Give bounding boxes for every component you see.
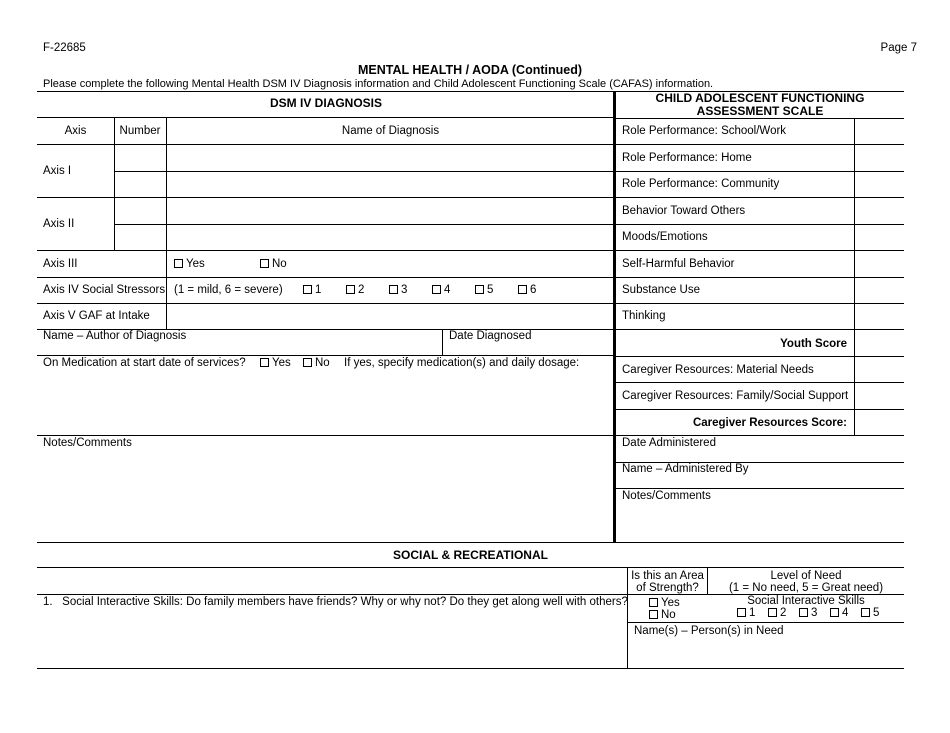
youth-score-label: Youth Score: [780, 338, 847, 350]
date-diagnosed-label: Date Diagnosed: [449, 330, 532, 342]
caregiver-total-score-field[interactable]: [855, 410, 904, 435]
checkbox[interactable]: [649, 610, 658, 619]
youth-score-field[interactable]: [855, 330, 904, 356]
axis-4-option-5[interactable]: 5: [475, 284, 493, 297]
strength-header-line-1: Is this an Area: [631, 570, 704, 582]
cafas-score-field[interactable]: [855, 119, 904, 144]
caregiver-score-label: Caregiver Resources Score:: [692, 417, 847, 429]
axis-1-number-field-2[interactable]: [115, 172, 166, 197]
checkbox[interactable]: [346, 285, 355, 294]
social-question-1: 1. Social Interactive Skills: Do family members have friends? Why or why not? Do they get along well with others?: [43, 596, 628, 608]
cafas-score-field[interactable]: [855, 198, 904, 224]
strength-yes-option[interactable]: Yes: [649, 597, 680, 610]
need-header-line-2: (1 = No need, 5 = Great need): [728, 582, 884, 594]
cafas-item: Self-Harmful Behavior: [622, 258, 735, 270]
axis-4-option-6[interactable]: 6: [518, 284, 536, 297]
col-number: Number: [119, 125, 161, 137]
caregiver-score-field[interactable]: [855, 357, 904, 382]
cafas-heading-line-1: CHILD ADOLESCENT FUNCTIONING: [655, 91, 865, 105]
author-label: Name – Author of Diagnosis: [43, 330, 187, 342]
checkbox[interactable]: [518, 285, 527, 294]
cafas-notes-label: Notes/Comments: [622, 490, 711, 502]
cafas-heading-line-2: ASSESSMENT SCALE: [696, 104, 824, 118]
need-level-5[interactable]: 5: [861, 607, 879, 620]
skill-label: Social Interactive Skills: [747, 595, 865, 607]
axis-2-diagnosis-field-1[interactable]: [167, 198, 613, 224]
caregiver-score-field[interactable]: [855, 383, 904, 409]
cafas-item: Role Performance: Home: [622, 152, 752, 164]
strength-header-line-2: of Strength?: [636, 582, 699, 594]
administered-by-label: Name – Administered By: [622, 463, 749, 475]
medication-no-option[interactable]: No: [303, 357, 330, 370]
date-administered-label: Date Administered: [622, 437, 716, 449]
checkbox[interactable]: [303, 358, 312, 367]
axis-1-diagnosis-field-1[interactable]: [167, 145, 613, 171]
axis-2-number-field-2[interactable]: [115, 225, 166, 250]
cafas-score-field[interactable]: [855, 172, 904, 197]
checkbox[interactable]: [389, 285, 398, 294]
medication-specify-label: If yes, specify medication(s) and daily dosage:: [344, 357, 580, 369]
need-level-1[interactable]: 1: [737, 607, 755, 620]
section-divider: [613, 91, 616, 543]
axis-2-label: Axis II: [43, 218, 75, 230]
axis-4-label: Axis IV Social Stressors: [43, 284, 166, 296]
persons-in-need-label: Name(s) – Person(s) in Need: [634, 625, 784, 637]
page-title: MENTAL HEALTH / AODA (Continued): [357, 63, 583, 77]
col-name-of-diagnosis: Name of Diagnosis: [341, 125, 440, 137]
axis-4-scale: (1 = mild, 6 = severe): [174, 284, 283, 296]
checkbox[interactable]: [432, 285, 441, 294]
need-header-line-1: Level of Need: [770, 570, 842, 582]
axis-5-gaf-field[interactable]: [167, 304, 613, 329]
axis-4-option-4[interactable]: 4: [432, 284, 450, 297]
medication-question: On Medication at start date of services?: [43, 357, 246, 369]
dsm-heading: DSM IV DIAGNOSIS: [269, 96, 382, 110]
cafas-item: Substance Use: [622, 284, 700, 296]
checkbox[interactable]: [303, 285, 312, 294]
caregiver-item: Caregiver Resources: Family/Social Support: [622, 390, 849, 402]
cafas-item: Role Performance: School/Work: [622, 125, 787, 137]
checkbox[interactable]: [260, 259, 269, 268]
axis-4-option-3[interactable]: 3: [389, 284, 407, 297]
axis-1-number-field-1[interactable]: [115, 145, 166, 171]
need-level-4[interactable]: 4: [830, 607, 848, 620]
page-number: Page 7: [880, 42, 917, 54]
checkbox[interactable]: [260, 358, 269, 367]
checkbox[interactable]: [649, 598, 658, 607]
axis-4-option-1[interactable]: 1: [303, 284, 321, 297]
social-heading: SOCIAL & RECREATIONAL: [393, 548, 548, 562]
axis-1-diagnosis-field-2[interactable]: [167, 172, 613, 197]
checkbox[interactable]: [830, 608, 839, 617]
cafas-item: Moods/Emotions: [622, 231, 708, 243]
checkbox[interactable]: [768, 608, 777, 617]
axis-3-yes-option[interactable]: Yes: [174, 258, 205, 271]
col-axis: Axis: [64, 125, 87, 137]
axis-1-label: Axis I: [43, 165, 72, 177]
axis-2-number-field-1[interactable]: [115, 198, 166, 224]
cafas-item: Behavior Toward Others: [622, 205, 746, 217]
cafas-score-field[interactable]: [855, 278, 904, 303]
medication-yes-option[interactable]: Yes: [260, 357, 291, 370]
need-level-3[interactable]: 3: [799, 607, 817, 620]
caregiver-item: Caregiver Resources: Material Needs: [622, 364, 814, 376]
checkbox[interactable]: [174, 259, 183, 268]
cafas-score-field[interactable]: [855, 251, 904, 277]
axis-4-option-2[interactable]: 2: [346, 284, 364, 297]
cafas-item: Thinking: [622, 310, 666, 322]
axis-3-label: Axis III: [43, 258, 78, 270]
checkbox[interactable]: [737, 608, 746, 617]
strength-no-option[interactable]: No: [649, 609, 676, 622]
cafas-item: Role Performance: Community: [622, 178, 780, 190]
cafas-score-field[interactable]: [855, 304, 904, 329]
checkbox[interactable]: [861, 608, 870, 617]
form-number: F-22685: [43, 42, 86, 54]
cafas-score-field[interactable]: [855, 145, 904, 171]
checkbox[interactable]: [475, 285, 484, 294]
cafas-score-field[interactable]: [855, 225, 904, 250]
dsm-notes-label: Notes/Comments: [43, 437, 132, 449]
checkbox[interactable]: [799, 608, 808, 617]
instructions: Please complete the following Mental Health DSM IV Diagnosis information and Child Adolescent Functioning Scale (CAFAS) information.: [43, 78, 714, 90]
axis-2-diagnosis-field-2[interactable]: [167, 225, 613, 250]
axis-3-no-option[interactable]: No: [260, 258, 287, 271]
axis-5-label: Axis V GAF at Intake: [43, 310, 150, 322]
need-level-2[interactable]: 2: [768, 607, 786, 620]
